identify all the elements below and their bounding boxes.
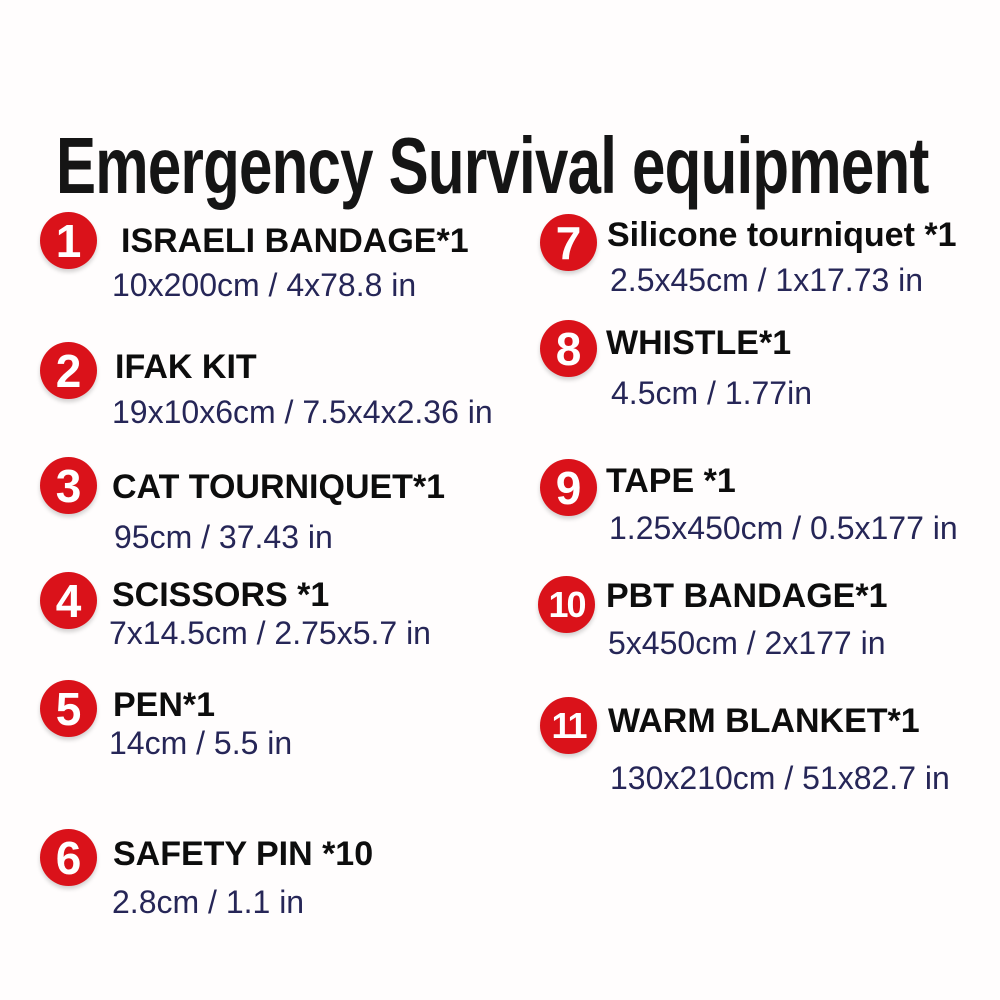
item-dimensions: 10x200cm / 4x78.8 in (112, 267, 417, 303)
item-dimensions: 2.5x45cm / 1x17.73 in (610, 262, 924, 298)
item-number-badge: 10 (538, 576, 595, 633)
item-dimensions: 130x210cm / 51x82.7 in (610, 760, 950, 796)
item-name: CAT TOURNIQUET*1 (112, 468, 446, 506)
item-name: PBT BANDAGE*1 (606, 577, 888, 615)
item-dimensions: 1.25x450cm / 0.5x177 in (609, 510, 958, 546)
item-dimensions: 7x14.5cm / 2.75x5.7 in (109, 615, 431, 651)
item-name: WHISTLE*1 (606, 324, 792, 362)
item-name: Silicone tourniquet *1 (607, 216, 957, 254)
item-name: SAFETY PIN *10 (113, 835, 374, 873)
item-dimensions: 19x10x6cm / 7.5x4x2.36 in (112, 394, 493, 430)
item-number-badge: 5 (40, 680, 97, 737)
item-dimensions: 4.5cm / 1.77in (611, 375, 812, 411)
item-name: TAPE *1 (606, 462, 736, 500)
item-number-badge: 1 (40, 212, 97, 269)
item-name: PEN*1 (113, 686, 216, 724)
item-number-badge: 6 (40, 829, 97, 886)
item-number-badge: 4 (40, 572, 97, 629)
item-name: IFAK KIT (115, 348, 257, 386)
item-dimensions: 5x450cm / 2x177 in (608, 625, 886, 661)
page-title: Emergency Survival equipment (56, 120, 929, 210)
item-name: WARM BLANKET*1 (608, 702, 920, 740)
item-name: ISRAELI BANDAGE*1 (121, 222, 469, 260)
item-number-badge: 2 (40, 342, 97, 399)
item-dimensions: 95cm / 37.43 in (114, 519, 333, 555)
item-number-badge: 7 (540, 214, 597, 271)
item-dimensions: 2.8cm / 1.1 in (112, 884, 305, 920)
item-number-badge: 8 (540, 320, 597, 377)
item-name: SCISSORS *1 (112, 576, 330, 614)
item-number-badge: 9 (540, 459, 597, 516)
item-dimensions: 14cm / 5.5 in (109, 725, 293, 761)
item-number-badge: 11 (540, 697, 597, 754)
item-number-badge: 3 (40, 457, 97, 514)
